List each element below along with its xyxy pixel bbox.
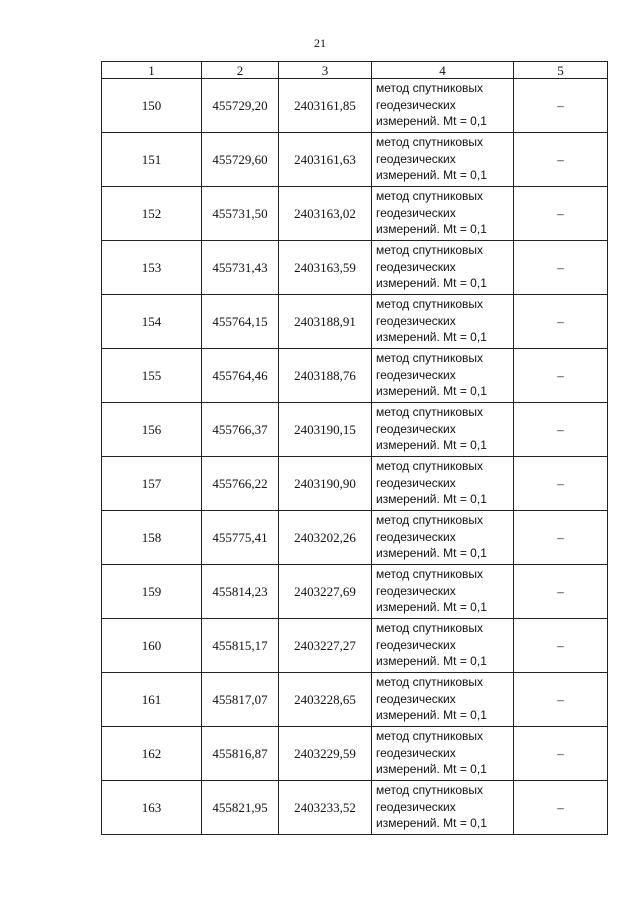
point-number-cell: 159 bbox=[102, 565, 202, 619]
method-cell bbox=[372, 781, 514, 835]
x-coordinate-cell: 455775,41 bbox=[202, 511, 279, 565]
point-number-cell: 151 bbox=[102, 133, 202, 187]
method-line: геодезических bbox=[376, 583, 456, 598]
table-row bbox=[102, 133, 608, 187]
method-line: метод спутниковых bbox=[376, 351, 484, 365]
method-line: метод спутниковых bbox=[376, 243, 484, 257]
header-col-4: 4 bbox=[372, 62, 514, 79]
method-line: метод спутниковых bbox=[376, 729, 484, 743]
point-number-cell: 158 bbox=[102, 511, 202, 565]
y-coordinate-cell: 2403227,27 bbox=[279, 619, 372, 673]
header-row bbox=[102, 62, 608, 79]
point-number-cell: 155 bbox=[102, 349, 202, 403]
y-coordinate-cell: 2403227,69 bbox=[279, 565, 372, 619]
y-coordinate-cell: 2403161,63 bbox=[279, 133, 372, 187]
method-cell bbox=[372, 403, 514, 457]
page-number: 21 bbox=[314, 36, 326, 50]
note-cell: – bbox=[514, 781, 608, 835]
point-number-cell: 153 bbox=[102, 241, 202, 295]
y-coordinate-cell: 2403188,76 bbox=[279, 349, 372, 403]
note-cell: – bbox=[514, 349, 608, 403]
method-cell bbox=[372, 133, 514, 187]
method-line: геодезических bbox=[376, 529, 456, 544]
y-coordinate-cell: 2403229,59 bbox=[279, 727, 372, 781]
method-line: измерений. Mt = 0,1 bbox=[376, 546, 487, 560]
note-cell: – bbox=[514, 565, 608, 619]
method-line: метод спутниковых bbox=[376, 189, 484, 203]
method-line: измерений. Mt = 0,1 bbox=[376, 168, 487, 182]
x-coordinate-cell: 455821,95 bbox=[202, 781, 279, 835]
method-line: измерений. Mt = 0,1 bbox=[376, 438, 487, 452]
method-line: геодезических bbox=[376, 151, 456, 166]
method-line: геодезических bbox=[376, 475, 456, 490]
table-row bbox=[102, 349, 608, 403]
y-coordinate-cell: 2403163,59 bbox=[279, 241, 372, 295]
method-line: геодезических bbox=[376, 205, 456, 220]
x-coordinate-cell: 455731,50 bbox=[202, 187, 279, 241]
note-cell: – bbox=[514, 403, 608, 457]
header-col-3: 3 bbox=[279, 62, 372, 79]
table-row bbox=[102, 673, 608, 727]
note-cell: – bbox=[514, 457, 608, 511]
table-row bbox=[102, 241, 608, 295]
method-line: геодезических bbox=[376, 313, 456, 328]
point-number-cell: 162 bbox=[102, 727, 202, 781]
method-line: метод спутниковых bbox=[376, 783, 484, 797]
method-line: метод спутниковых bbox=[376, 513, 484, 527]
point-number-cell: 156 bbox=[102, 403, 202, 457]
method-cell bbox=[372, 241, 514, 295]
method-line: метод спутниковых bbox=[376, 459, 484, 473]
method-line: метод спутниковых bbox=[376, 135, 484, 149]
method-line: геодезических bbox=[376, 745, 456, 760]
method-line: метод спутниковых bbox=[376, 675, 484, 689]
y-coordinate-cell: 2403188,91 bbox=[279, 295, 372, 349]
note-cell: – bbox=[514, 619, 608, 673]
table-row bbox=[102, 565, 608, 619]
x-coordinate-cell: 455816,87 bbox=[202, 727, 279, 781]
point-number-cell: 154 bbox=[102, 295, 202, 349]
header-col-1: 1 bbox=[102, 62, 202, 79]
x-coordinate-cell: 455729,20 bbox=[202, 79, 279, 133]
method-line: метод спутниковых bbox=[376, 81, 484, 95]
table-body bbox=[102, 79, 608, 835]
method-cell bbox=[372, 79, 514, 133]
method-line: геодезических bbox=[376, 97, 456, 112]
method-line: измерений. Mt = 0,1 bbox=[376, 330, 487, 344]
y-coordinate-cell: 2403228,65 bbox=[279, 673, 372, 727]
table-row bbox=[102, 403, 608, 457]
x-coordinate-cell: 455729,60 bbox=[202, 133, 279, 187]
x-coordinate-cell: 455815,17 bbox=[202, 619, 279, 673]
method-cell bbox=[372, 673, 514, 727]
table-header bbox=[102, 62, 608, 79]
method-line: измерений. Mt = 0,1 bbox=[376, 222, 487, 236]
method-cell bbox=[372, 457, 514, 511]
table-row bbox=[102, 187, 608, 241]
x-coordinate-cell: 455766,37 bbox=[202, 403, 279, 457]
x-coordinate-cell: 455766,22 bbox=[202, 457, 279, 511]
point-number-cell: 150 bbox=[102, 79, 202, 133]
method-line: метод спутниковых bbox=[376, 567, 484, 581]
method-line: измерений. Mt = 0,1 bbox=[376, 600, 487, 614]
method-cell bbox=[372, 565, 514, 619]
method-line: метод спутниковых bbox=[376, 297, 484, 311]
method-line: измерений. Mt = 0,1 bbox=[376, 708, 487, 722]
method-cell bbox=[372, 511, 514, 565]
method-line: геодезических bbox=[376, 367, 456, 382]
x-coordinate-cell: 455764,15 bbox=[202, 295, 279, 349]
note-cell: – bbox=[514, 133, 608, 187]
table-row bbox=[102, 511, 608, 565]
method-cell bbox=[372, 619, 514, 673]
method-line: измерений. Mt = 0,1 bbox=[376, 492, 487, 506]
note-cell: – bbox=[514, 241, 608, 295]
header-col-2: 2 bbox=[202, 62, 279, 79]
method-cell bbox=[372, 727, 514, 781]
x-coordinate-cell: 455764,46 bbox=[202, 349, 279, 403]
y-coordinate-cell: 2403190,90 bbox=[279, 457, 372, 511]
y-coordinate-cell: 2403163,02 bbox=[279, 187, 372, 241]
x-coordinate-cell: 455731,43 bbox=[202, 241, 279, 295]
note-cell: – bbox=[514, 727, 608, 781]
method-cell bbox=[372, 187, 514, 241]
method-line: геодезических bbox=[376, 259, 456, 274]
point-number-cell: 152 bbox=[102, 187, 202, 241]
method-line: измерений. Mt = 0,1 bbox=[376, 816, 487, 830]
y-coordinate-cell: 2403202,26 bbox=[279, 511, 372, 565]
table-row bbox=[102, 781, 608, 835]
y-coordinate-cell: 2403190,15 bbox=[279, 403, 372, 457]
y-coordinate-cell: 2403233,52 bbox=[279, 781, 372, 835]
note-cell: – bbox=[514, 673, 608, 727]
note-cell: – bbox=[514, 187, 608, 241]
method-line: измерений. Mt = 0,1 bbox=[376, 276, 487, 290]
y-coordinate-cell: 2403161,85 bbox=[279, 79, 372, 133]
x-coordinate-cell: 455814,23 bbox=[202, 565, 279, 619]
coordinates-table bbox=[101, 61, 608, 835]
note-cell: – bbox=[514, 295, 608, 349]
method-line: геодезических bbox=[376, 421, 456, 436]
method-line: измерений. Mt = 0,1 bbox=[376, 762, 487, 776]
method-line: геодезических bbox=[376, 691, 456, 706]
header-col-5: 5 bbox=[514, 62, 608, 79]
x-coordinate-cell: 455817,07 bbox=[202, 673, 279, 727]
method-cell bbox=[372, 349, 514, 403]
table-row bbox=[102, 79, 608, 133]
table-row bbox=[102, 619, 608, 673]
point-number-cell: 160 bbox=[102, 619, 202, 673]
note-cell: – bbox=[514, 79, 608, 133]
point-number-cell: 161 bbox=[102, 673, 202, 727]
method-line: измерений. Mt = 0,1 bbox=[376, 384, 487, 398]
method-line: метод спутниковых bbox=[376, 621, 484, 635]
method-line: измерений. Mt = 0,1 bbox=[376, 654, 487, 668]
method-line: метод спутниковых bbox=[376, 405, 484, 419]
table-row bbox=[102, 295, 608, 349]
note-cell: – bbox=[514, 511, 608, 565]
method-cell bbox=[372, 295, 514, 349]
table-row bbox=[102, 727, 608, 781]
method-line: измерений. Mt = 0,1 bbox=[376, 114, 487, 128]
method-line: геодезических bbox=[376, 637, 456, 652]
table-row bbox=[102, 457, 608, 511]
method-line: геодезических bbox=[376, 799, 456, 814]
point-number-cell: 163 bbox=[102, 781, 202, 835]
point-number-cell: 157 bbox=[102, 457, 202, 511]
